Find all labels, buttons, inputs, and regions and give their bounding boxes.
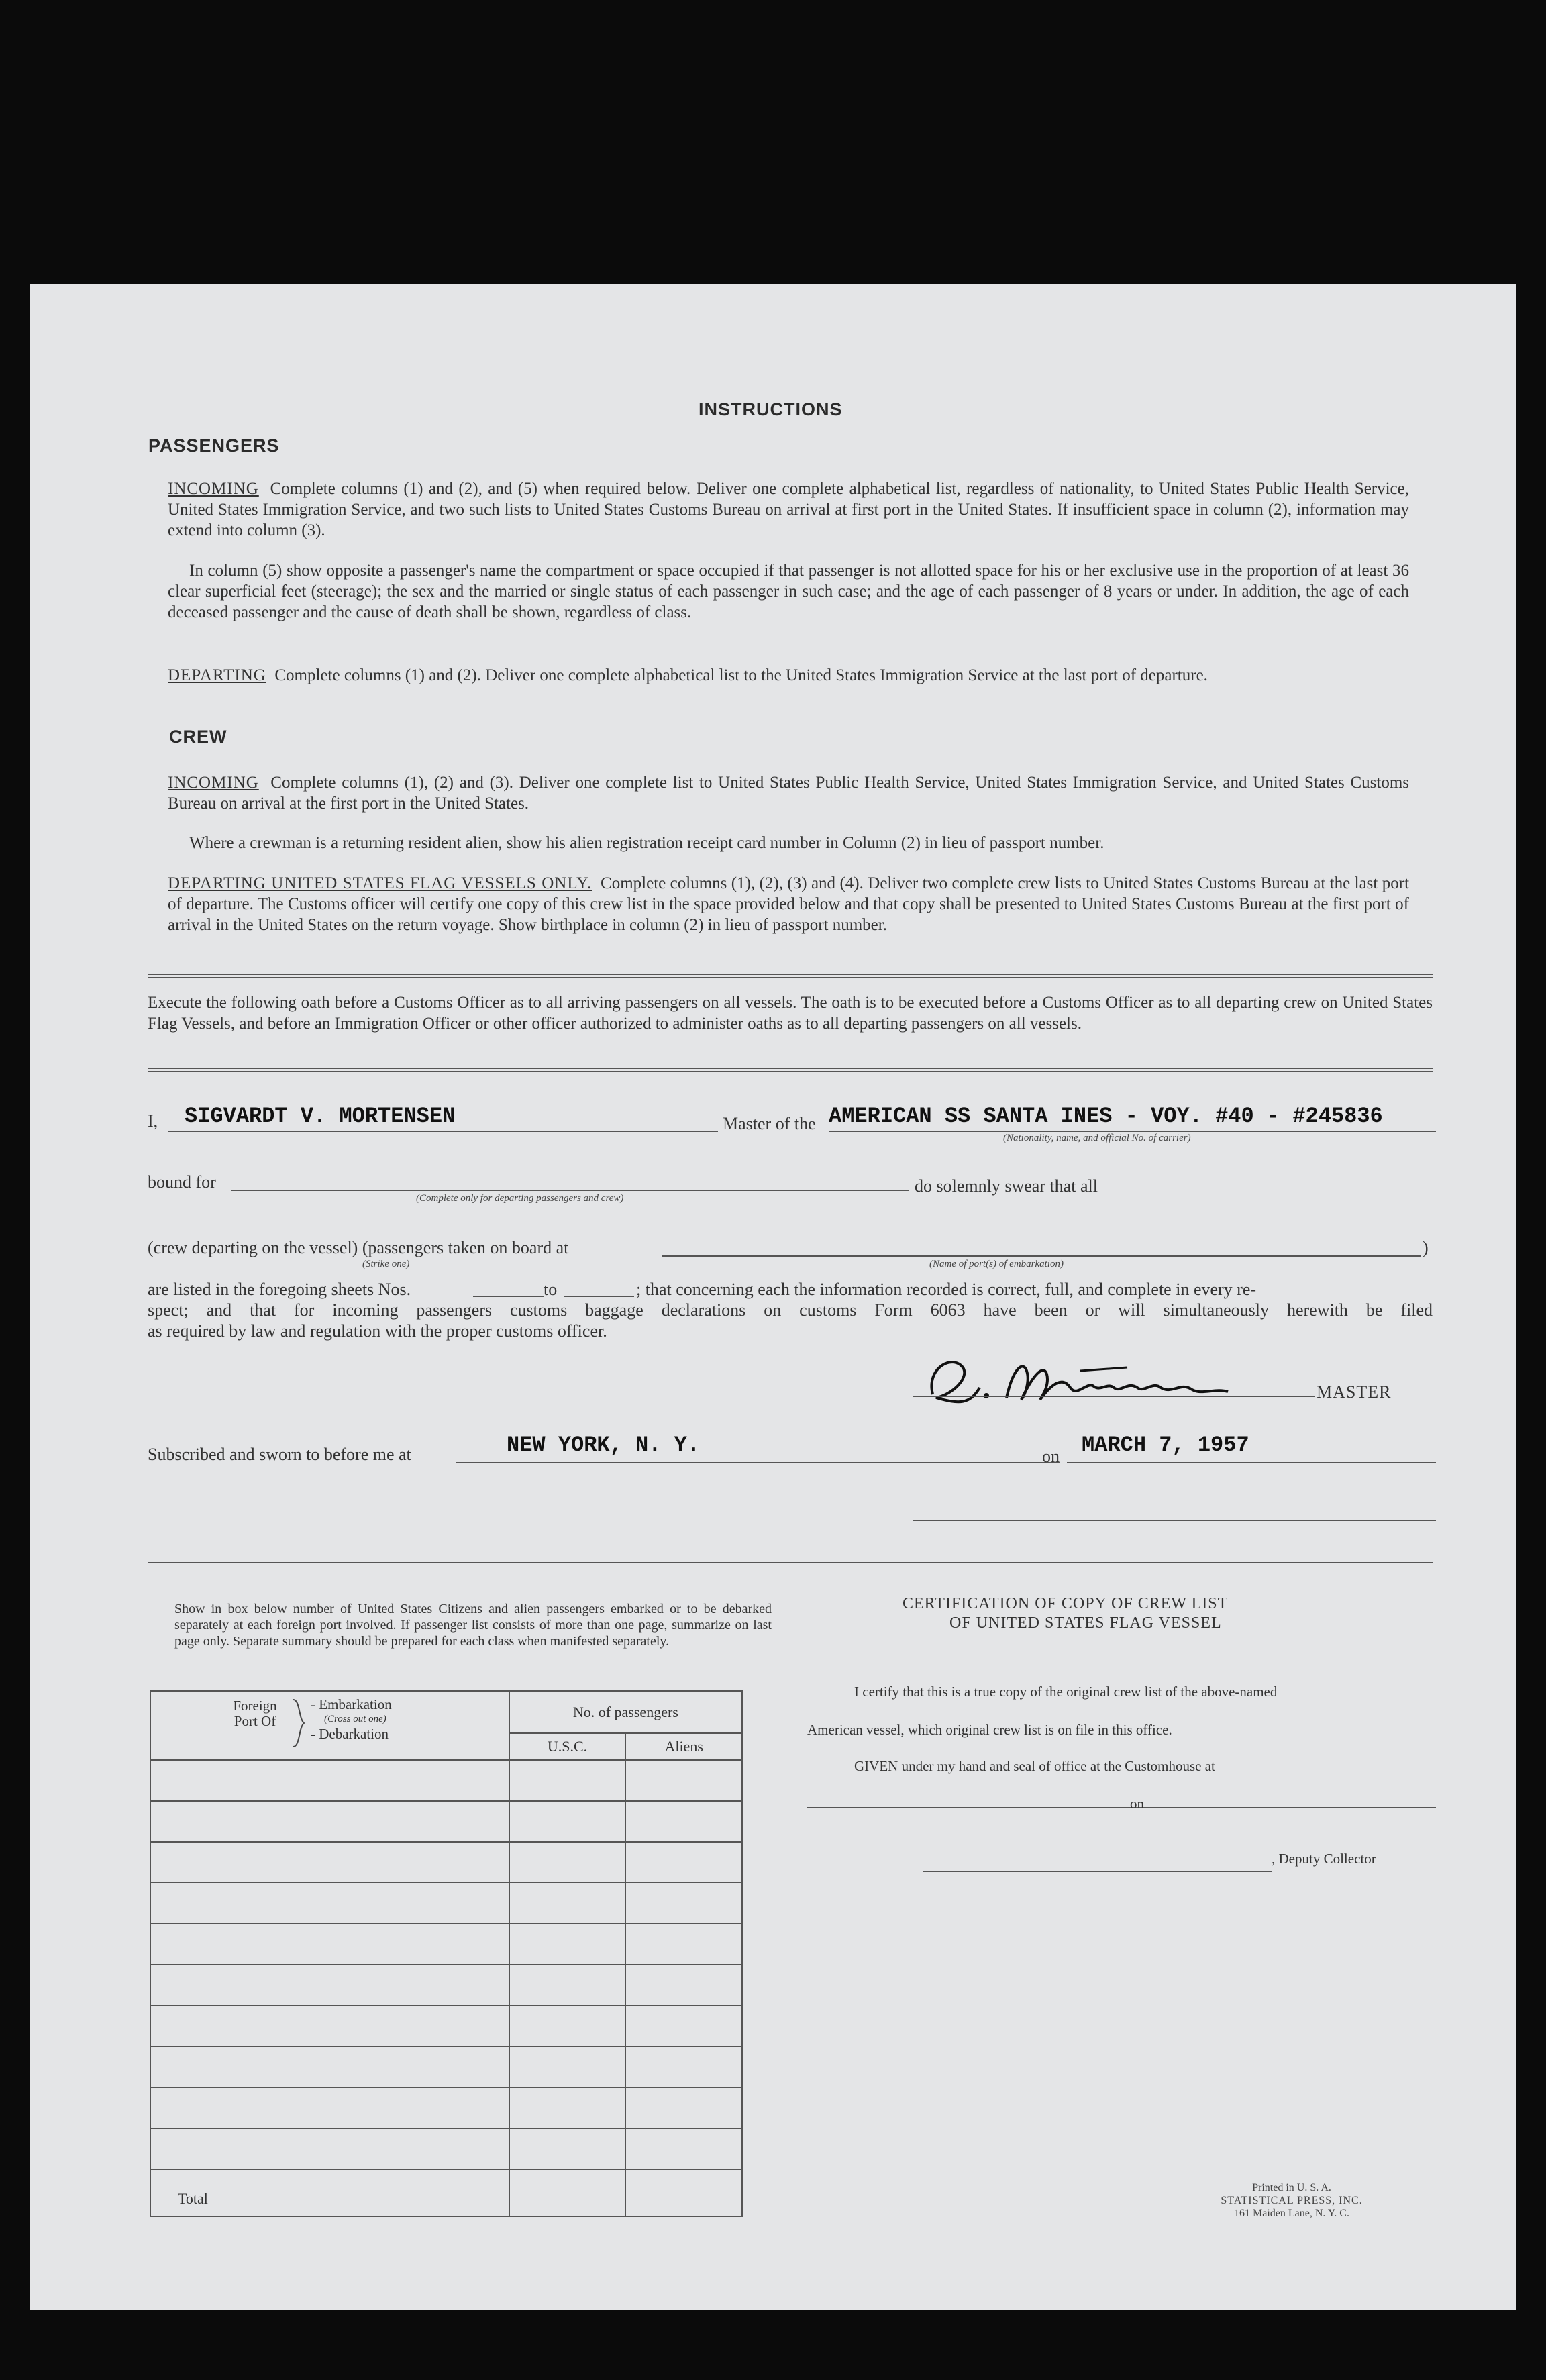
port-cell[interactable] (150, 1924, 509, 1965)
crew-incoming-text: Complete columns (1), (2) and (3). Deliver one complete list to United States Public Health Service, United States Immigration Service, and United States Customs Bureau on arrival at the first port in the United States. (168, 774, 1409, 813)
sheets-label: are listed in the foregoing sheets Nos. (148, 1280, 411, 1299)
usc-cell[interactable] (509, 2128, 626, 2169)
to-label: to (544, 1280, 558, 1299)
certification-title-1: CERTIFICATION OF COPY OF CREW LIST (903, 1595, 1229, 1612)
usc-cell[interactable] (509, 1965, 626, 2006)
double-rule-2 (148, 1068, 1433, 1072)
usc-cell[interactable] (509, 1801, 626, 1842)
aliens-cell[interactable] (625, 2006, 742, 2047)
crew-departing-statement: (crew departing on the vessel) (passengers taken on board at (148, 1238, 569, 1257)
close-paren: ) (1423, 1238, 1429, 1257)
passengers-incoming-block (168, 478, 1409, 541)
usc-cell[interactable] (509, 2006, 626, 2047)
master-signature (906, 1341, 1308, 1421)
embarkation-label[interactable]: - Embarkation (311, 1696, 392, 1712)
aliens-cell[interactable] (625, 1842, 742, 1883)
crew-departing-text: Complete columns (1), (2), (3) and (4). Deliver two complete crew lists to United States Customs Bureau at the last port of departure. The Customs officer will certify one copy of this crew list in the space provided below and that copy shall be presented to United States Customs Bureau at the first port of arrival in the United States on the return voyage. Show birthplace in column (2) in lieu of passport number. (168, 874, 1410, 934)
oath-intro: Execute the following oath before a Customs Officer as to all arriving passengers on all vessels. The oath is to be executed before a Customs Officer as to all departing crew on United States Flag Vessels, and before an Immigration Officer or other officer authorized to administer oaths as to all departing passengers on all vessels. (148, 994, 1433, 1033)
port-cell[interactable] (150, 1883, 509, 1924)
debarkation-label[interactable]: - Debarkation (311, 1726, 389, 1742)
usc-cell[interactable] (509, 2087, 626, 2128)
aliens-cell[interactable] (625, 1801, 742, 1842)
port-caption: (Name of port(s) of embarkation) (929, 1259, 1064, 1270)
passengers-incoming-label: INCOMING (168, 480, 259, 498)
crew-departing-label: DEPARTING UNITED STATES FLAG VESSELS ONLY. (168, 874, 592, 892)
bound-for-field[interactable] (231, 1156, 909, 1191)
sheets-rest: ; that concerning each the information recorded is correct, full, and complete in every re- (636, 1280, 1257, 1299)
port-cell[interactable] (150, 1842, 509, 1883)
sheet-from-field[interactable] (473, 1270, 544, 1297)
embark-options (311, 1697, 392, 1741)
usc-cell[interactable] (509, 1883, 626, 1924)
certify-text: I certify that this is a true copy of the original crew list of the above-named (854, 1684, 1278, 1700)
place-value: NEW YORK, N. Y. (507, 1433, 701, 1457)
usc-cell[interactable] (509, 1924, 626, 1965)
on-label: on (1042, 1447, 1060, 1466)
strike-caption: (Strike one) (362, 1259, 410, 1270)
swear-label: do solemnly swear that all (915, 1176, 1098, 1196)
usc-cell[interactable] (509, 1760, 626, 1801)
instructions-heading: INSTRUCTIONS (699, 399, 843, 419)
passengers-incoming-text: Complete columns (1) and (2), and (5) when required below. Deliver one complete alphabetical list, regardless of nationality, to United States Public Health Service, United States Immigration Service, and two such lists to United States Customs Bureau on arrival at first port in the United States. If insufficient space in column (2), information may extend into column (3). (168, 480, 1410, 539)
passengers-column5-text: In column (5) show opposite a passenger's name the compartment or space occupied if that passenger is not allotted space for his or her exclusive use in the proportion of at least 36 clear superficial feet (steerage); the sex and the married or single status of each passenger in such case; and the age of each passenger of 8 years or under. In addition, the age of each deceased passenger and the cause of death shall be shown, regardless of class. (168, 562, 1409, 621)
aliens-cell[interactable] (625, 2087, 742, 2128)
no-passengers-header: No. of passengers (509, 1691, 742, 1733)
oath-line-3: as required by law and regulation with the proper customs officer. (148, 1321, 607, 1341)
summary-instructions: Show in box below number of United States Citizens and alien passengers embarked or to be debarked separately at each foreign port involved. If passenger list consists of more than one page, summarize on last page only. Separate summary should be prepared for each class when manifested separately. (174, 1602, 772, 1649)
carrier-caption: (Nationality, name, and official No. of carrier) (1003, 1133, 1191, 1143)
bound-for-caption: (Complete only for departing passengers and crew) (416, 1193, 624, 1204)
passengers-title: PASSENGERS (148, 435, 280, 456)
brace-icon (292, 1698, 307, 1748)
bound-for-label: bound for (148, 1172, 216, 1192)
american-vessel-text: American vessel, which original crew list is on file in this office. (807, 1722, 1172, 1738)
crew-incoming-label: INCOMING (168, 774, 259, 792)
aliens-cell[interactable] (625, 1883, 742, 1924)
cross-out-label: (Cross out one) (324, 1714, 386, 1724)
cert-on-label: on (1130, 1796, 1144, 1812)
embarkation-port-field[interactable] (662, 1223, 1421, 1257)
port-cell[interactable] (150, 2006, 509, 2047)
usc-cell[interactable] (509, 2047, 626, 2087)
aliens-cell[interactable] (625, 1760, 742, 1801)
usc-header: U.S.C. (509, 1733, 626, 1760)
sheet-to-field[interactable] (564, 1270, 634, 1297)
aliens-total-cell[interactable] (625, 2169, 742, 2216)
passenger-summary-table (150, 1690, 743, 2217)
aliens-header: Aliens (625, 1733, 742, 1760)
certification-title-2: OF UNITED STATES FLAG VESSEL (949, 1614, 1222, 1632)
carrier-value: AMERICAN SS SANTA INES - VOY. #40 - #245836 (829, 1104, 1383, 1129)
port-cell[interactable] (150, 1801, 509, 1842)
crew-title: CREW (169, 727, 227, 747)
usc-cell[interactable] (509, 1842, 626, 1883)
printer-info (1171, 2181, 1412, 2220)
oath-line-2: spect; and that for incoming passengers customs baggage declarations on customs Form 6063 have been or will simultaneously herewith be filed (148, 1300, 1433, 1320)
passengers-departing-label: DEPARTING (168, 666, 266, 684)
officer-signature-line[interactable] (913, 1518, 1436, 1521)
aliens-cell[interactable] (625, 1965, 742, 2006)
printer-line-1: Printed in U. S. A. (1252, 2182, 1331, 2193)
port-cell[interactable] (150, 2128, 509, 2169)
foreign-port-label: Foreign Port Of (233, 1698, 277, 1729)
passengers-departing-block (168, 665, 1409, 686)
crew-departing-block (168, 873, 1409, 935)
i-label: I, (148, 1111, 158, 1131)
master-of-label: Master of the (723, 1114, 816, 1133)
port-cell[interactable] (150, 2047, 509, 2087)
subscribed-label: Subscribed and sworn to before me at (148, 1445, 411, 1464)
printer-line-2: STATISTICAL PRESS, INC. (1221, 2195, 1363, 2206)
passengers-departing-text: Complete columns (1) and (2). Deliver one complete alphabetical list to the United States Immigration Service at the last port of departure. (274, 666, 1208, 684)
form-sheet (30, 284, 1516, 2310)
double-rule-1 (148, 974, 1433, 978)
aliens-cell[interactable] (625, 2047, 742, 2087)
deputy-collector-label: , Deputy Collector (1272, 1851, 1376, 1867)
usc-total-cell[interactable] (509, 2169, 626, 2216)
cert-date-field[interactable] (1151, 1787, 1436, 1808)
master-label: MASTER (1317, 1382, 1392, 1402)
given-text: GIVEN under my hand and seal of office at the Customhouse at (854, 1758, 1215, 1774)
printer-line-3: 161 Maiden Lane, N. Y. C. (1234, 2208, 1349, 2219)
signature-line[interactable] (913, 1394, 1315, 1397)
master-name-value: SIGVARDT V. MORTENSEN (185, 1104, 456, 1129)
section-rule (148, 1562, 1433, 1563)
aliens-cell[interactable] (625, 1924, 742, 1965)
total-label: Total (150, 2169, 509, 2216)
crew-incoming-block (168, 772, 1409, 814)
port-cell[interactable] (150, 2087, 509, 2128)
port-cell[interactable] (150, 1965, 509, 2006)
crew-returning-text: Where a crewman is a returning resident alien, show his alien registration receipt card number in Column (2) in lieu of passport number. (189, 834, 1104, 852)
date-value: MARCH 7, 1957 (1082, 1433, 1249, 1457)
port-header-cell (150, 1691, 509, 1760)
port-cell[interactable] (150, 1760, 509, 1801)
deputy-signature-field[interactable] (923, 1851, 1272, 1872)
aliens-cell[interactable] (625, 2128, 742, 2169)
customhouse-field[interactable] (807, 1787, 1156, 1808)
